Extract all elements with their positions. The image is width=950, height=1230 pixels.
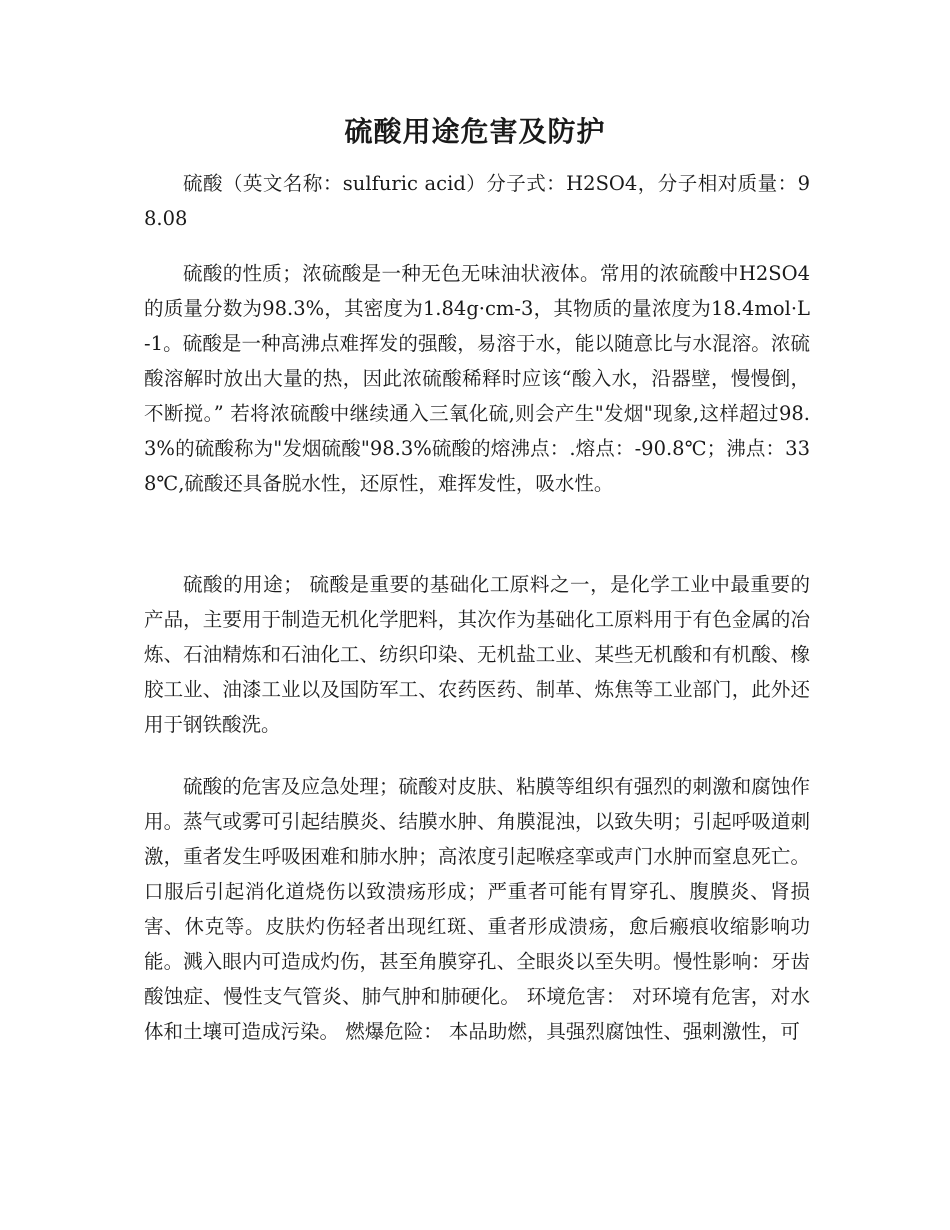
page-title: 硫酸用途危害及防护 xyxy=(344,115,606,148)
paragraph-properties: 硫酸的性质；浓硫酸是一种无色无味油状液体。常用的浓硫酸中H2SO4的质量分数为98.3%，其密度为1.84g·cm-3，其物质的量浓度为18.4mol·L-1。硫酸是一种高沸点难挥发的强酸，易溶于水，能以随意比与水混溶。浓硫酸溶解时放出大量的热，因此浓硫酸稀释时应该“酸入水，沿器壁，慢慢倒，不断搅。” 若将浓硫酸中继续通入三氧化硫,则会产生"发烟"现象,这样超过98.3%的硫酸称为"发烟硫酸"98.3%硫酸的熔沸点：.熔点：-90.8℃；沸点：338℃,硫酸还具备脱水性，还原性，难挥发性，吸水性。 xyxy=(144,262,810,495)
paragraph-formula: 硫酸（英文名称：sulfuric acid）分子式：H2SO4，分子相对质量：98.08 xyxy=(144,172,810,230)
paragraph-uses: 硫酸的用途； 硫酸是重要的基础化工原料之一，是化学工业中最重要的产品，主要用于制造无机化学肥料，其次作为基础化工原料用于有色金属的冶炼、石油精炼和石油化工、纺织印染、无机盐工业、某些无机酸和有机酸、橡胶工业、油漆工业以及国防军工、农药医药、制革、炼焦等工业部门，此外还用于钢铁酸洗。 xyxy=(144,573,810,736)
paragraph-hazards: 硫酸的危害及应急处理；硫酸对皮肤、粘膜等组织有强烈的刺激和腐蚀作用。蒸气或雾可引起结膜炎、结膜水肿、角膜混浊，以致失明；引起呼吸道刺激，重者发生呼吸困难和肺水肿；高浓度引起喉痉挛或声门水肿而窒息死亡。口服后引起消化道烧伤以致溃疡形成；严重者可能有胃穿孔、腹膜炎、肾损害、休克等。皮肤灼伤轻者出现红斑、重者形成溃疡，愈后瘢痕收缩影响功能。溅入眼内可造成灼伤，甚至角膜穿孔、全眼炎以至失明。慢性影响：牙齿酸蚀症、慢性支气管炎、肺气肿和肺硬化。 环境危害： 对环境有危害，对水体和土壤可造成污染。 燃爆危险： 本品助燃，具强烈腐蚀性、强刺激性，可 xyxy=(144,775,810,1043)
